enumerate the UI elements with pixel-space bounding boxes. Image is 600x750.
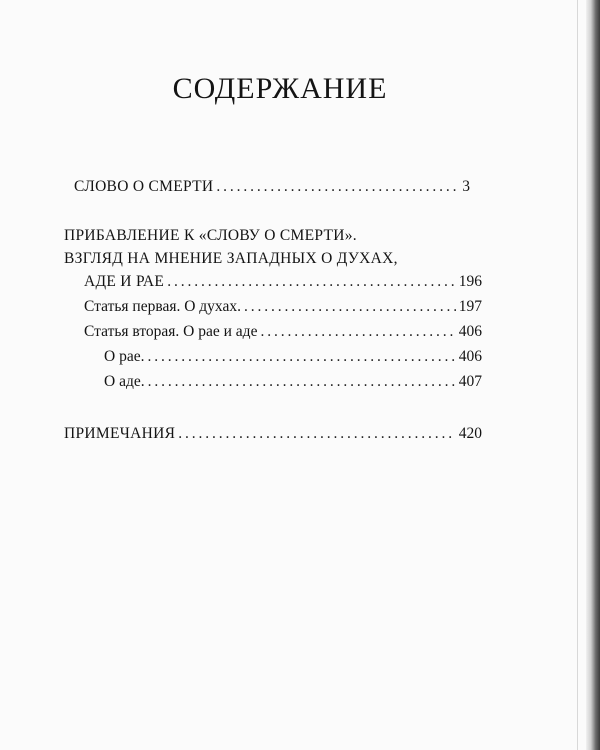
toc-page-number: 420	[458, 425, 482, 442]
toc-entry-ade-i-rae[interactable]	[84, 272, 482, 292]
toc-page-number: 197	[458, 298, 482, 315]
dot-leader	[148, 372, 456, 392]
toc-entry-label: Статья первая. О духах.	[84, 298, 241, 315]
toc-entry-label: О рае.	[104, 348, 145, 365]
toc-entry-label: АДЕ И РАЕ	[84, 273, 165, 290]
toc-entry-statya-2[interactable]	[84, 322, 482, 342]
book-spine-shadow	[586, 0, 600, 750]
toc-page-number: 406	[458, 348, 482, 365]
toc-page-number: 196	[458, 273, 482, 290]
toc-entry-o-ade[interactable]	[104, 372, 482, 392]
toc-entry-statya-1[interactable]	[84, 297, 482, 317]
page-title: СОДЕРЖАНИЕ	[172, 72, 388, 105]
toc-entry-primechaniya[interactable]	[64, 424, 482, 444]
toc-entry-label: СЛОВО О СМЕРТИ	[74, 178, 214, 195]
toc-page-number: 3	[462, 178, 470, 195]
dot-leader	[178, 424, 455, 444]
toc-page-number: 407	[458, 373, 482, 390]
dot-leader	[147, 347, 455, 367]
dot-leader	[244, 297, 456, 317]
toc-page-number: 406	[458, 323, 482, 340]
toc-entry-label: О аде.	[104, 373, 145, 390]
toc-entry-o-rae[interactable]	[104, 347, 482, 367]
dot-leader	[167, 272, 456, 292]
dot-leader	[260, 322, 455, 342]
toc-entry-label: ПРИМЕЧАНИЯ	[64, 425, 176, 442]
dot-leader	[216, 177, 459, 197]
toc-entry-label: Статья вторая. О рае и аде	[84, 323, 258, 340]
toc-section-heading-line1: ПРИБАВЛЕНИЕ К «СЛОВУ О СМЕРТИ».	[64, 227, 357, 244]
page-edge-line	[577, 0, 578, 750]
toc-section-heading-line2: ВЗГЛЯД НА МНЕНИЕ ЗАПАДНЫХ О ДУХАХ,	[64, 250, 398, 267]
toc-entry-slovo[interactable]	[74, 177, 470, 197]
